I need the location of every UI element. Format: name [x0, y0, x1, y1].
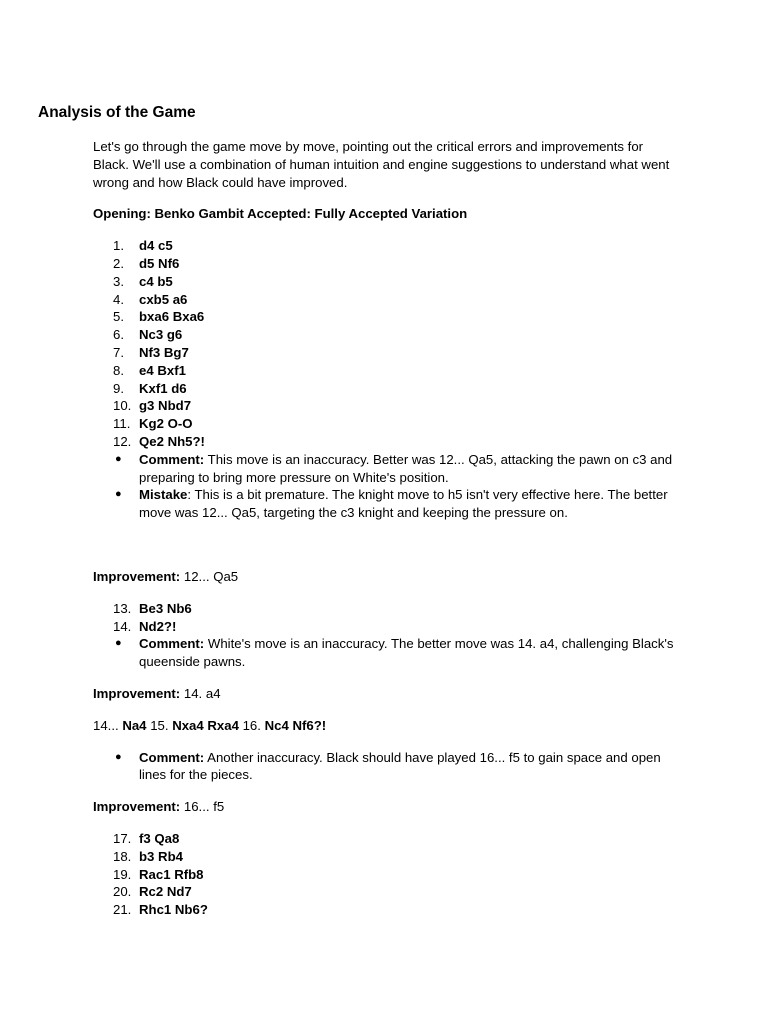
move-list — [93, 237, 678, 451]
intro-paragraph: Let's go through the game move by move, pointing out the critical errors and improvements for Black. We'll use a combination of human intuition and engine suggestions to understand what went wrong and how Black could have improved. — [93, 139, 670, 190]
move-list-item — [93, 237, 678, 255]
move-number: 15. — [146, 717, 173, 733]
move-text: g3 Nbd7 — [139, 398, 192, 414]
move-list-item — [93, 326, 678, 344]
move-list-item — [93, 415, 678, 433]
note-label: Comment: — [139, 749, 205, 765]
move-text: d5 Nf6 — [139, 255, 180, 271]
improvement-text: 12... Qa5 — [180, 568, 239, 584]
move-text: Nxa4 Rxa4 — [172, 717, 239, 733]
bullet-icon: ● — [115, 637, 122, 650]
move-number: 16. — [238, 717, 265, 733]
move-list-item — [93, 866, 678, 884]
move-text: c4 b5 — [139, 273, 173, 289]
move-text: Nc3 g6 — [139, 327, 183, 343]
note-label: Comment: — [139, 451, 205, 467]
note-label: Mistake — [139, 487, 188, 503]
move-list-item — [93, 901, 678, 919]
note-label: Comment: — [139, 636, 205, 652]
move-number: 14. — [113, 618, 132, 634]
move-number: 6. — [113, 327, 124, 343]
improvement-label: Improvement: — [93, 685, 181, 701]
move-text: Rhc1 Nb6? — [139, 902, 208, 918]
comment-list — [93, 635, 678, 671]
move-number: 3. — [113, 273, 124, 289]
move-text: b3 Rb4 — [139, 848, 183, 864]
move-number: 18. — [113, 848, 132, 864]
move-list-item — [93, 291, 678, 309]
move-text: Rc2 Nd7 — [139, 884, 192, 900]
improvement-note — [93, 685, 678, 703]
comment-list — [93, 451, 678, 522]
move-number: 7. — [113, 344, 124, 360]
move-list — [93, 600, 678, 636]
move-text: e4 Bxf1 — [139, 362, 186, 378]
improvement-text: 16... f5 — [180, 799, 225, 815]
improvement-label: Improvement: — [93, 799, 181, 815]
move-number: 1. — [113, 238, 124, 254]
note-text: Another inaccuracy. Black should have played 16... f5 to gain space and open lines for the pieces. — [139, 749, 661, 783]
comment-list-item — [93, 635, 678, 671]
move-list-item — [93, 308, 678, 326]
note-text: White's move is an inaccuracy. The better move was 14. a4, challenging Black's queenside pawns. — [139, 636, 674, 670]
bullet-icon: ● — [115, 452, 122, 465]
move-text: f3 Qa8 — [139, 830, 180, 846]
move-list-item — [93, 397, 678, 415]
move-text: bxa6 Bxa6 — [139, 309, 205, 325]
move-list — [93, 830, 678, 919]
bullet-icon: ● — [115, 488, 122, 501]
improvement-note — [93, 568, 678, 586]
note-text: This move is an inaccuracy. Better was 12... Qa5, attacking the pawn on c3 and preparing to bring more pressure on White's position. — [139, 451, 673, 485]
move-number: 19. — [113, 866, 132, 882]
improvement-text: 14. a4 — [180, 685, 221, 701]
improvement-label: Improvement: — [93, 568, 181, 584]
move-text: Nd2?! — [139, 618, 177, 634]
move-number: 14... — [93, 717, 123, 733]
move-list-item — [93, 433, 678, 451]
note-text: : This is a bit premature. The knight move to h5 isn't very effective here. The better move was 12... Qa5, targeting the c3 knight and keeping the pressure on. — [139, 487, 668, 521]
move-text: Qe2 Nh5?! — [139, 433, 205, 449]
move-list-item — [93, 883, 678, 901]
move-number: 17. — [113, 830, 132, 846]
move-list-item — [93, 344, 678, 362]
page-title: Analysis of the Game — [38, 104, 196, 121]
move-list-item — [93, 600, 678, 618]
move-text: Na4 — [122, 717, 147, 733]
move-list-item — [93, 380, 678, 398]
move-list-item — [93, 848, 678, 866]
move-list-item — [93, 273, 678, 291]
comment-list — [93, 749, 678, 785]
move-number: 21. — [113, 902, 132, 918]
inline-move-sequence — [93, 717, 678, 735]
move-list-item — [93, 830, 678, 848]
move-number: 12. — [113, 433, 132, 449]
comment-list-item — [93, 749, 678, 785]
move-list-item — [93, 362, 678, 380]
move-number: 11. — [113, 416, 131, 432]
comment-list-item — [93, 486, 678, 522]
move-text: d4 c5 — [139, 238, 173, 254]
move-number: 5. — [113, 309, 124, 325]
move-text: cxb5 a6 — [139, 291, 188, 307]
move-number: 10. — [113, 398, 132, 414]
move-text: Nf3 Bg7 — [139, 344, 189, 360]
move-number: 2. — [113, 255, 124, 271]
move-text: Be3 Nb6 — [139, 600, 192, 616]
move-number: 9. — [113, 380, 124, 396]
bullet-icon: ● — [115, 750, 122, 763]
move-list-item — [93, 618, 678, 636]
analysis-body — [93, 138, 678, 919]
opening-heading: Opening: Benko Gambit Accepted: Fully Accepted Variation — [93, 206, 468, 222]
move-text: Rac1 Rfb8 — [139, 866, 204, 882]
move-number: 13. — [113, 600, 132, 616]
move-text: Nc4 Nf6?! — [264, 717, 327, 733]
move-list-item — [93, 255, 678, 273]
move-text: Kg2 O-O — [139, 416, 193, 432]
comment-list-item — [93, 451, 678, 487]
move-number: 20. — [113, 884, 132, 900]
move-number: 8. — [113, 362, 124, 378]
move-text: Kxf1 d6 — [139, 380, 187, 396]
improvement-note — [93, 798, 678, 816]
move-number: 4. — [113, 291, 124, 307]
